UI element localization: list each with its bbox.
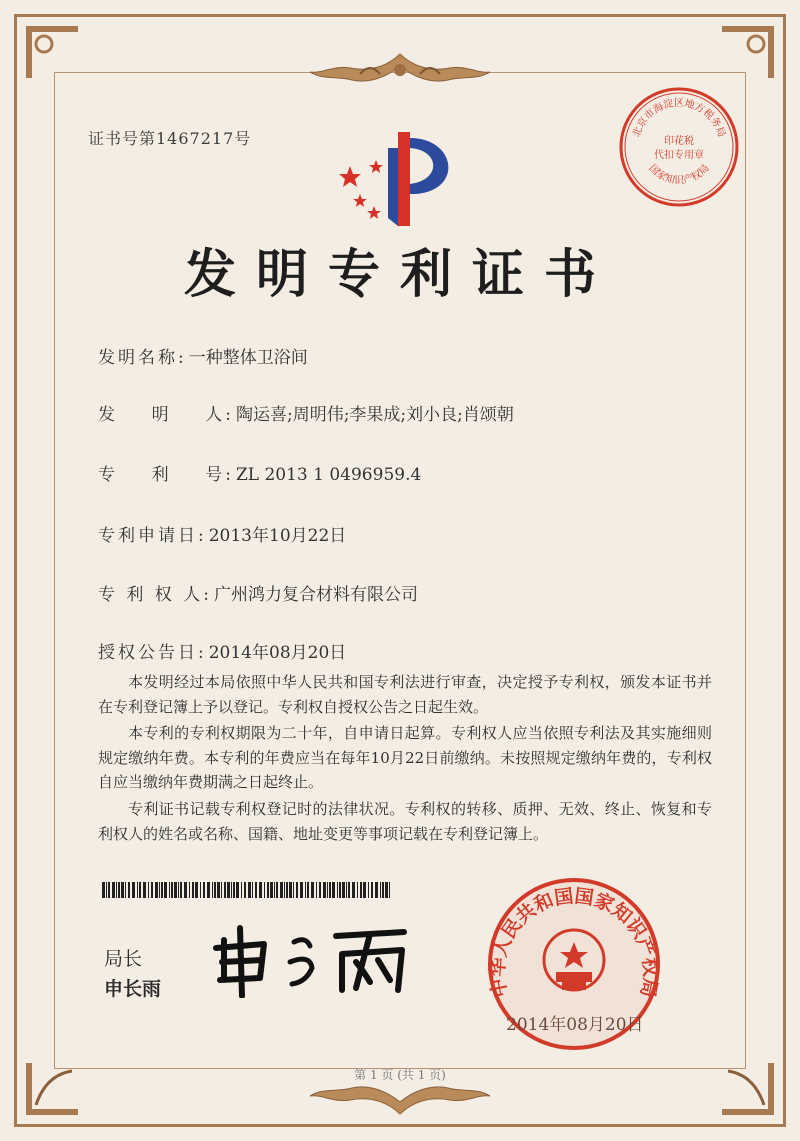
- barcode-bar: [236, 882, 239, 898]
- certificate-number: 证书号第1467217号: [88, 129, 252, 148]
- barcode-bar: [139, 882, 141, 898]
- barcode-bar: [143, 882, 146, 898]
- barcode-bar: [339, 882, 341, 898]
- body-paragraph: 本专利的专利权期限为二十年，自申请日起算。专利权人应当依照专利法及其实施细则规定缴纳年费。本专利的年费应当在每年10月22日前缴纳。未按照规定缴纳年费的，专利权自应当缴纳年费期满之日起终止。: [98, 724, 712, 791]
- barcode-bar: [360, 882, 362, 898]
- barcode-bar: [178, 882, 179, 898]
- director-name: 申长雨: [104, 978, 162, 1000]
- seal-date: 2014年08月20日: [506, 1015, 644, 1035]
- barcode-bar: [352, 882, 355, 898]
- corner-ornament-icon: [22, 22, 82, 82]
- field-label: 发明名称:: [98, 348, 187, 368]
- barcode-bar: [102, 882, 105, 898]
- svg-text:中华人民共和国国家知识产权局: 中华人民共和国国家知识产权局: [486, 885, 662, 1000]
- barcode-bar: [380, 882, 381, 898]
- barcode-bar: [195, 882, 198, 898]
- barcode-bar: [171, 882, 173, 898]
- barcode-bar: [255, 882, 257, 898]
- barcode-bar: [346, 882, 347, 898]
- barcode-bar: [327, 882, 328, 898]
- barcode-bar: [180, 882, 182, 898]
- barcode-bar: [231, 882, 232, 898]
- barcode-bar: [319, 882, 321, 898]
- barcode-bar: [293, 882, 294, 898]
- field-value: 一种整体卫浴间: [188, 348, 308, 368]
- barcode-bar: [329, 882, 331, 898]
- barcode-bar: [248, 882, 251, 898]
- barcode-bar: [161, 882, 163, 898]
- barcode-bar: [217, 882, 220, 898]
- barcode-bar: [286, 882, 288, 898]
- page-number: 第 1 页 (共 1 页): [354, 1068, 446, 1082]
- barcode-bar: [121, 882, 124, 898]
- barcode-bar: [128, 882, 130, 898]
- barcode-bar: [280, 882, 283, 898]
- barcode-bar: [233, 882, 235, 898]
- barcode-bar: [259, 882, 262, 898]
- barcode-bar: [148, 882, 149, 898]
- barcode-bar: [389, 882, 390, 898]
- barcode-bar: [118, 882, 120, 898]
- barcode-bar: [227, 882, 230, 898]
- barcode-bar: [368, 882, 369, 898]
- svg-text:印花税: 印花税: [664, 136, 694, 147]
- barcode-bar: [342, 882, 345, 898]
- barcode-bar: [289, 882, 292, 898]
- field-value: ZL 2013 1 0496959.4: [235, 465, 422, 485]
- barcode-bar: [274, 882, 275, 898]
- barcode-bar: [164, 882, 167, 898]
- barcode-bar: [264, 882, 265, 898]
- field-grant-date: [98, 638, 346, 663]
- field-value: 2014年08月20日: [208, 643, 347, 663]
- barcode-bar: [357, 882, 358, 898]
- field-application-date: [98, 521, 346, 546]
- barcode-bar: [385, 882, 388, 898]
- barcode-bar: [305, 882, 306, 898]
- barcode-bar: [137, 882, 138, 898]
- svg-text:国家知识产权局: 国家知识产权局: [646, 162, 712, 187]
- director-title: 局长: [104, 948, 143, 970]
- barcode-bar: [371, 882, 373, 898]
- barcode-bar: [155, 882, 158, 898]
- top-ornament-icon: [300, 46, 500, 92]
- field-label: 专 利 权 人:: [98, 585, 212, 605]
- barcode-bar: [267, 882, 269, 898]
- barcode-bar: [270, 882, 273, 898]
- body-paragraph: 专利证书记载专利权登记时的法律状况。专利权的转移、质押、无效、终止、恢复和专利权人的姓名或名称、国籍、地址变更等事项记载在专利登记簿上。: [98, 800, 712, 843]
- barcode-bar: [108, 882, 110, 898]
- corner-ornament-icon: [718, 22, 778, 82]
- barcode-bar: [311, 882, 314, 898]
- barcode-bar: [284, 882, 285, 898]
- barcode-bar: [184, 882, 187, 898]
- barcode-bar: [132, 882, 135, 898]
- barcode-bar: [214, 882, 216, 898]
- field-label: 授权公告日:: [98, 643, 207, 663]
- barcode-bar: [307, 882, 309, 898]
- barcode-bar: [203, 882, 205, 898]
- field-patentee: [98, 580, 418, 605]
- barcode-bar: [169, 882, 170, 898]
- certificate-title: 发明专利证书: [183, 245, 616, 305]
- tax-stamp-seal: [616, 84, 742, 210]
- barcode-bar: [300, 882, 303, 898]
- barcode-icon: [102, 882, 392, 898]
- barcode-bar: [323, 882, 326, 898]
- barcode-bar: [244, 882, 246, 898]
- field-inventors: [98, 400, 514, 425]
- barcode-bar: [252, 882, 253, 898]
- field-patent-number: [98, 460, 421, 485]
- barcode-bar: [116, 882, 117, 898]
- handwritten-signature: [206, 918, 426, 998]
- barcode-bar: [106, 882, 107, 898]
- barcode-bar: [125, 882, 126, 898]
- patent-office-logo-icon: [338, 128, 468, 228]
- field-value: 2013年10月22日: [208, 526, 347, 546]
- barcode-bar: [151, 882, 153, 898]
- barcode-bar: [375, 882, 378, 898]
- body-paragraph: 本发明经过本局依照中华人民共和国专利法进行审查，决定授予专利权，颁发本证书并在专利登记簿上予以登记。专利权自授权公告之日起生效。: [98, 673, 712, 716]
- field-label: 发 明 人:: [98, 405, 234, 425]
- barcode-bar: [276, 882, 278, 898]
- svg-text:代扣专用章: 代扣专用章: [654, 150, 704, 161]
- barcode-bar: [212, 882, 213, 898]
- barcode-bar: [337, 882, 338, 898]
- field-label: 专 利 号:: [98, 465, 234, 485]
- svg-text:北京市海淀区地方税务局: 北京市海淀区地方税务局: [631, 98, 727, 139]
- barcode-bar: [189, 882, 190, 898]
- barcode-bar: [316, 882, 317, 898]
- field-invention-name: [98, 343, 308, 368]
- bottom-ornament-icon: [300, 1082, 500, 1122]
- field-label: 专利申请日:: [98, 526, 207, 546]
- barcode-bar: [348, 882, 350, 898]
- field-value: 陶运喜;周明伟;李果成;刘小良;肖颂朝: [235, 405, 514, 425]
- barcode-bar: [207, 882, 210, 898]
- barcode-bar: [332, 882, 335, 898]
- barcode-bar: [174, 882, 177, 898]
- barcode-bar: [221, 882, 222, 898]
- barcode-bar: [296, 882, 298, 898]
- barcode-bar: [224, 882, 226, 898]
- barcode-bar: [112, 882, 115, 898]
- barcode-bar: [159, 882, 160, 898]
- barcode-bar: [192, 882, 194, 898]
- barcode-bar: [241, 882, 242, 898]
- barcode-bar: [200, 882, 201, 898]
- barcode-bar: [363, 882, 366, 898]
- barcode-bar: [382, 882, 384, 898]
- field-value: 广州鸿力复合材料有限公司: [213, 585, 418, 605]
